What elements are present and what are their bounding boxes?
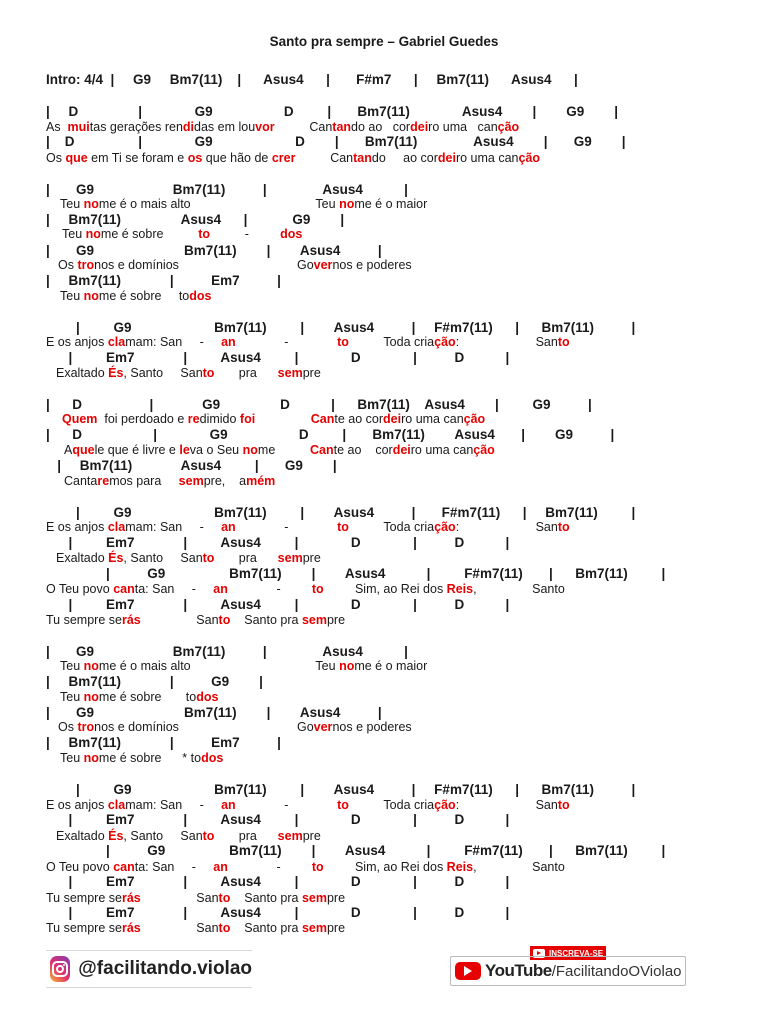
lyric-text: : San	[455, 520, 558, 534]
lyric-text: Sim, ao Rei dos	[323, 582, 447, 596]
chord-line: | G9 Bm7(11) | Asus4 | F#m7(11) | Bm7(11) |	[46, 320, 636, 335]
stressed-syllable: no	[83, 751, 99, 765]
lyric-text: me é o mais alto Teu	[98, 197, 340, 211]
youtube-banner[interactable]	[450, 956, 686, 986]
lyric-text: ta: San -	[134, 582, 214, 596]
lyric-text: -	[227, 860, 312, 874]
stressed-syllable: an	[221, 798, 236, 812]
chord-line: | Bm7(11) Asus4 | G9 |	[46, 458, 337, 473]
stressed-syllable: an	[221, 520, 236, 534]
chord-line: | D | G9 D | Bm7(11) Asus4 | G9 |	[46, 134, 626, 149]
stressed-syllable: an	[213, 582, 228, 596]
lyric-text: E os anjos	[46, 520, 108, 534]
chord-line: | G9 Bm7(11) | Asus4 | F#m7(11) | Bm7(11) |	[46, 843, 666, 858]
stressed-syllable: mém	[246, 474, 276, 488]
lyric-line	[46, 612, 345, 628]
stressed-syllable: Quem	[62, 412, 98, 426]
lyric-text: me é sobre to	[98, 289, 190, 303]
lyric-text: Teu	[60, 659, 84, 673]
lyric-line	[64, 442, 495, 458]
stressed-syllable: crer	[271, 151, 296, 165]
stressed-syllable: to	[311, 860, 324, 874]
chord-line: | G9 Bm7(11) | Asus4 | F#m7(11) | Bm7(11) |	[46, 782, 636, 797]
lyric-text: pra	[214, 551, 278, 565]
lyric-text: te ao cor	[334, 412, 384, 426]
lyric-text: ro uma can	[428, 120, 498, 134]
song-title: Santo pra sempre – Gabriel Guedes	[269, 34, 499, 49]
stressed-syllable: ção	[497, 120, 520, 134]
lyric-text: Canta	[64, 474, 98, 488]
lyric-text: -	[235, 520, 338, 534]
stressed-syllable: can	[113, 860, 135, 874]
lyric-line	[62, 226, 302, 242]
stressed-syllable: sem	[277, 551, 303, 565]
lyric-text: Os	[46, 151, 66, 165]
lyric-line	[46, 519, 570, 535]
lyric-text: Teu	[60, 690, 84, 704]
lyric-text: Toda cria	[348, 798, 435, 812]
chord-line: | D | G9 D | Bm7(11) Asus4 | G9 |	[46, 397, 592, 412]
lyric-text: mam: San -	[125, 520, 222, 534]
lyric-text: E os anjos	[46, 335, 108, 349]
stressed-syllable: to	[337, 520, 349, 534]
lyric-text: -	[235, 335, 338, 349]
stressed-syllable: sem	[301, 891, 327, 905]
stressed-syllable: tro	[77, 720, 95, 734]
stressed-syllable: És	[108, 366, 124, 380]
lyric-text: le que é livre e	[94, 443, 180, 457]
stressed-syllable: an	[213, 860, 228, 874]
chord-line: Intro: 4/4 | G9 Bm7(11) | Asus4 | F#m7 | Bm7(11) Asus4 |	[46, 72, 578, 87]
lyric-line	[60, 750, 223, 766]
stressed-syllable: to	[311, 582, 324, 596]
lyric-text: pre	[326, 613, 346, 627]
lyric-text: Tu sempre se	[46, 891, 122, 905]
stressed-syllable: an	[221, 335, 236, 349]
lyric-text: , Santo	[473, 582, 565, 596]
stressed-syllable: ção	[518, 151, 541, 165]
stressed-syllable: Reis	[446, 582, 474, 596]
lyric-text: San	[140, 921, 219, 935]
stressed-syllable: dei	[410, 120, 429, 134]
stressed-syllable: to	[557, 335, 570, 349]
lyric-text: Os	[58, 720, 78, 734]
stressed-syllable: sem	[178, 474, 204, 488]
stressed-syllable: que	[72, 443, 95, 457]
chord-line: | Em7 | Asus4 | D | D |	[46, 874, 510, 889]
lyric-text: me é o mais alto Teu	[98, 659, 340, 673]
lyric-text: As	[46, 120, 68, 134]
lyric-text: Exaltado	[56, 551, 109, 565]
lyric-line	[46, 150, 540, 166]
instagram-banner[interactable]	[46, 950, 252, 988]
stressed-syllable: sem	[301, 921, 327, 935]
lyric-text: mam: San -	[125, 798, 222, 812]
lyric-line	[46, 581, 565, 597]
stressed-syllable: no	[85, 227, 101, 241]
lyric-text: : San	[455, 798, 558, 812]
lyric-text: pre	[302, 829, 321, 843]
stressed-syllable: to	[337, 798, 349, 812]
lyric-text: Teu	[60, 289, 84, 303]
lyric-line	[46, 797, 570, 813]
lyric-text: , Santo	[473, 860, 565, 874]
lyric-text: me é o maior	[354, 659, 428, 673]
instagram-icon	[50, 956, 70, 982]
stressed-syllable: re	[187, 412, 200, 426]
lyric-text: Tu sempre se	[46, 921, 122, 935]
lyric-line	[46, 334, 570, 350]
lyric-text: pre	[302, 551, 321, 565]
stressed-syllable: can	[113, 582, 135, 596]
stressed-syllable: di	[182, 120, 194, 134]
stressed-syllable: cla	[107, 520, 126, 534]
stressed-syllable: to	[557, 520, 570, 534]
lyric-text: ro uma can	[455, 151, 519, 165]
lyric-text: , Santo San	[123, 366, 203, 380]
stressed-syllable: que	[65, 151, 88, 165]
lyric-line	[60, 288, 211, 304]
youtube-icon	[455, 962, 481, 980]
stressed-syllable: cla	[107, 335, 126, 349]
stressed-syllable: no	[339, 659, 355, 673]
lyric-text: Toda cria	[348, 520, 435, 534]
lyric-line	[56, 828, 321, 844]
lyric-line	[58, 257, 412, 273]
chord-line: | Em7 | Asus4 | D | D |	[46, 812, 510, 827]
lyric-text: Tu sempre se	[46, 613, 122, 627]
lyric-line	[58, 719, 412, 735]
lyric-text: nos e poderes	[332, 258, 412, 272]
stressed-syllable: ção	[434, 335, 456, 349]
chord-line: | Em7 | Asus4 | D | D |	[46, 535, 510, 550]
lyric-text: me é sobre to	[98, 690, 197, 704]
stressed-syllable: tro	[77, 258, 95, 272]
lyric-line	[46, 119, 519, 135]
chord-line: | G9 Bm7(11) | Asus4 |	[46, 705, 382, 720]
lyric-line	[60, 658, 427, 674]
lyric-text: Santo pra	[230, 921, 302, 935]
stressed-syllable: Can	[310, 443, 334, 457]
stressed-syllable: to	[557, 798, 570, 812]
lyric-line	[60, 689, 218, 705]
lyric-line	[56, 365, 321, 381]
stressed-syllable: És	[108, 551, 124, 565]
lyric-text: Sim, ao Rei dos	[323, 860, 447, 874]
subscribe-label: INSCREVA-SE	[549, 948, 604, 958]
stressed-syllable: Can	[310, 412, 335, 426]
lyric-text: Teu	[62, 227, 86, 241]
stressed-syllable: ver	[313, 720, 333, 734]
lyric-text: A	[64, 443, 73, 457]
stressed-syllable: ção	[473, 443, 495, 457]
lyric-text: va o Seu	[189, 443, 243, 457]
stressed-syllable: dei	[437, 151, 456, 165]
stressed-syllable: to	[218, 921, 231, 935]
stressed-syllable: És	[108, 829, 124, 843]
chord-line: | Em7 | Asus4 | D | D |	[46, 905, 510, 920]
lyric-text: Teu	[60, 751, 84, 765]
lyric-text	[255, 412, 311, 426]
lyric-line	[56, 550, 321, 566]
lyric-text: E os anjos	[46, 798, 108, 812]
stressed-syllable: dos	[201, 751, 224, 765]
stressed-syllable: to	[337, 335, 349, 349]
stressed-syllable: no	[83, 289, 99, 303]
youtube-wordmark: YouTube	[485, 961, 552, 980]
stressed-syllable: no	[339, 197, 355, 211]
stressed-syllable: re	[97, 474, 110, 488]
lyric-text: Santo pra	[230, 613, 302, 627]
lyric-text: Can	[295, 151, 354, 165]
lyric-text: , Santo San	[123, 829, 203, 843]
chord-line: | G9 Bm7(11) | Asus4 |	[46, 243, 382, 258]
stressed-syllable: to	[202, 366, 215, 380]
lyric-text: -	[235, 798, 338, 812]
lyric-line	[46, 920, 345, 936]
lyric-text: foi perdoado e	[97, 412, 188, 426]
lyric-line	[60, 196, 427, 212]
lyric-text: San	[140, 891, 219, 905]
lyric-text: , Santo San	[123, 551, 203, 565]
stressed-syllable: no	[83, 690, 99, 704]
lyric-text: Exaltado	[56, 829, 109, 843]
chord-line: | G9 Bm7(11) | Asus4 | F#m7(11) | Bm7(11) |	[46, 566, 666, 581]
lyric-text: do ao cor	[371, 151, 438, 165]
lyric-text: do ao cor	[351, 120, 411, 134]
chord-line: | Em7 | Asus4 | D | D |	[46, 350, 510, 365]
lyric-text: ro uma can	[401, 412, 464, 426]
lyric-text: te ao cor	[333, 443, 393, 457]
lyric-text: ta: San -	[134, 860, 214, 874]
stressed-syllable: Reis	[446, 860, 474, 874]
lyric-text: -	[227, 582, 312, 596]
stressed-syllable: dos	[189, 289, 212, 303]
lyric-text: nos e domínios Go	[94, 258, 314, 272]
chord-line: | G9 Bm7(11) | Asus4 |	[46, 182, 408, 197]
lyric-text: me é o maior	[354, 197, 428, 211]
stressed-syllable: le	[179, 443, 190, 457]
chord-line: | Bm7(11) | Em7 |	[46, 735, 281, 750]
lyric-text: pre	[326, 891, 346, 905]
stressed-syllable: rás	[121, 891, 141, 905]
chord-line: | G9 Bm7(11) | Asus4 | F#m7(11) | Bm7(11) |	[46, 505, 636, 520]
stressed-syllable: rás	[121, 613, 141, 627]
lyric-text: pre	[302, 366, 321, 380]
stressed-syllable: dei	[383, 412, 402, 426]
chord-line: | D | G9 D | Bm7(11) Asus4 | G9 |	[46, 427, 615, 442]
youtube-channel: /FacilitandoOViolao	[551, 962, 682, 980]
stressed-syllable: to	[202, 551, 215, 565]
chord-line: | D | G9 D | Bm7(11) Asus4 | G9 |	[46, 104, 619, 119]
lyric-text: nos e domínios Go	[94, 720, 314, 734]
instagram-handle: @facilitando.violao	[78, 958, 252, 979]
lyric-line	[46, 859, 565, 875]
lyric-text: tas gerações ren	[89, 120, 183, 134]
lyric-text: me é sobre * to	[98, 751, 202, 765]
lyric-text: que hão de	[202, 151, 272, 165]
stressed-syllable: sem	[277, 366, 303, 380]
lyric-text: O Teu povo	[46, 582, 114, 596]
stressed-syllable: ção	[434, 520, 456, 534]
lyric-text: Santo pra	[230, 891, 302, 905]
lyric-text: -	[210, 227, 281, 241]
stressed-syllable: ção	[463, 412, 486, 426]
chord-line: | Bm7(11) | Em7 |	[46, 273, 281, 288]
lyric-text: mos para	[109, 474, 179, 488]
chord-line: | G9 Bm7(11) | Asus4 |	[46, 644, 408, 659]
lyric-text: Can	[274, 120, 333, 134]
lyric-text: dimido	[199, 412, 240, 426]
stressed-syllable: mui	[67, 120, 90, 134]
stressed-syllable: ver	[313, 258, 333, 272]
stressed-syllable: dos	[196, 690, 219, 704]
stressed-syllable: sem	[301, 613, 327, 627]
stressed-syllable: no	[83, 659, 99, 673]
stressed-syllable: to	[218, 613, 231, 627]
stressed-syllable: to	[218, 891, 231, 905]
lyric-text: : San	[455, 335, 558, 349]
stressed-syllable: dos	[280, 227, 303, 241]
lyric-text: San	[140, 613, 219, 627]
stressed-syllable: tan	[353, 151, 372, 165]
lyric-text: O Teu povo	[46, 860, 114, 874]
lyric-text: pre	[326, 921, 346, 935]
lyric-line	[64, 473, 275, 489]
lyric-text: pra	[214, 366, 278, 380]
lyric-text: Teu	[60, 197, 84, 211]
lyric-text: me é sobre	[100, 227, 199, 241]
lyric-text: Toda cria	[348, 335, 435, 349]
stressed-syllable: to	[198, 227, 210, 241]
stressed-syllable: tan	[332, 120, 352, 134]
stressed-syllable: no	[83, 197, 99, 211]
stressed-syllable: ção	[434, 798, 456, 812]
lyric-line	[46, 890, 345, 906]
lyric-line	[62, 411, 485, 427]
lyric-text: Exaltado	[56, 366, 109, 380]
chord-line: | Em7 | Asus4 | D | D |	[46, 597, 510, 612]
stressed-syllable: no	[242, 443, 258, 457]
stressed-syllable: cla	[107, 798, 126, 812]
lyric-text: pra	[214, 829, 278, 843]
lyric-text: me	[257, 443, 310, 457]
lyric-text: mam: San -	[125, 335, 222, 349]
lyric-text: em Ti se foram e	[87, 151, 188, 165]
lyric-text: das em lou	[194, 120, 256, 134]
stressed-syllable: rás	[121, 921, 141, 935]
chord-line: | Bm7(11) Asus4 | G9 |	[46, 212, 345, 227]
lyric-text: ro uma can	[410, 443, 474, 457]
stressed-syllable: vor	[255, 120, 275, 134]
stressed-syllable: to	[202, 829, 215, 843]
lyric-text: Os	[58, 258, 78, 272]
stressed-syllable: os	[187, 151, 203, 165]
stressed-syllable: dei	[392, 443, 411, 457]
stressed-syllable: sem	[277, 829, 303, 843]
lyric-text: nos e poderes	[332, 720, 412, 734]
stressed-syllable: foi	[239, 412, 256, 426]
lyric-text: pre, a	[203, 474, 247, 488]
chord-line: | Bm7(11) | G9 |	[46, 674, 263, 689]
